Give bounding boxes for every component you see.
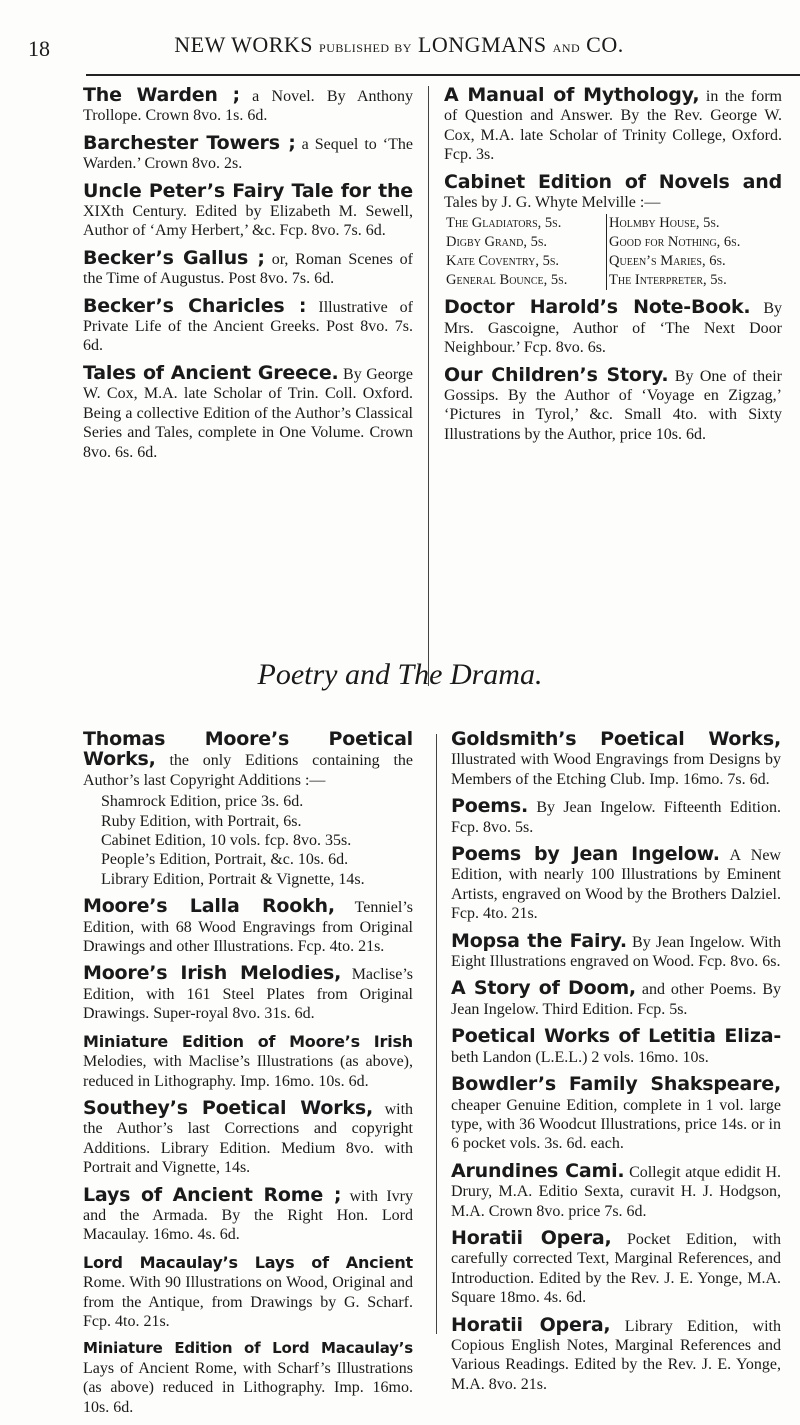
- title-part: published by: [319, 37, 412, 56]
- book-details: By Jean Ingelow. Fifteenth Edition. Fcp. 8vo. 5s.: [451, 799, 781, 836]
- book-title: Lord Macaulay’s Lays of Ancient: [83, 1252, 413, 1272]
- novel-cell: Good for Nothing, 6s.: [607, 233, 782, 252]
- section-heading: Poetry and The Drama.: [257, 658, 543, 691]
- book-details: Pocket Edition, with carefully corrected Text, Marginal References, and Introduction. Edited by the Rev. J. E. Yonge, M.A. Square 18mo. 4s. 6d.: [451, 1230, 781, 1307]
- book-details: By Mrs. Gascoigne, Author of ‘The Next Door Neighbour.’ Fcp. 8vo. 6s.: [444, 300, 782, 357]
- book-details: A New Edition, with nearly 100 Illustrations by Eminent Artists, engraved on Wood by the Brothers Dalziel. Fcp. 4to. 21s.: [451, 847, 781, 923]
- table-row: [444, 252, 782, 271]
- book-entry: [444, 170, 782, 213]
- right-top-column: [444, 86, 782, 452]
- book-details: Maclise’s Edition, with 161 Steel Plates from Original Drawings. Super-royal 8vo. 31s. 6d.: [83, 966, 414, 1023]
- book-entry: [83, 361, 414, 462]
- title-part: and: [552, 37, 581, 56]
- book-details: Illustrative of Private Life of the Ancient Greeks. Post 8vo. 7s. 6d.: [83, 298, 414, 355]
- book-entry: [451, 1159, 782, 1221]
- book-title: Horatii Opera,: [451, 1313, 611, 1336]
- book-entry: [83, 964, 413, 1023]
- book-details: Tales by J. G. Whyte Melville :—: [444, 194, 661, 212]
- book-title: Poems.: [451, 795, 528, 818]
- book-entry: [83, 1032, 413, 1091]
- left-bottom-column: [83, 730, 413, 1425]
- book-details: By George W. Cox, M.A. late Scholar of Trin. Coll. Oxford. Being a collective Edition of the Author’s Classical Series and Tales, complete in One Volume. Crown 8vo. 6s. 6d.: [83, 365, 414, 461]
- novel-cell: Kate Coventry, 5s.: [446, 253, 560, 270]
- novel-cell: Digby Grand, 5s.: [446, 234, 548, 251]
- book-entry: [83, 1253, 413, 1332]
- page-header: [28, 28, 770, 68]
- book-entry: [83, 179, 413, 241]
- book-details: Illustrated with Wood Engravings from Designs by Members of the Etching Club. Imp. 16mo. 7s. 6d.: [451, 751, 781, 788]
- book-entry: [451, 1027, 781, 1067]
- running-title: [28, 32, 770, 58]
- list-item: Ruby Edition, with Portrait, 6s.: [101, 812, 302, 830]
- book-details: Collegit atque edidit H. Drury, M.A. Editio Sexta, curavit H. J. Hodgson, M.A. Crown 8vo. price 7s. 6d.: [451, 1163, 782, 1220]
- book-entry: [451, 845, 781, 924]
- book-details: Rome. With 90 Illustrations on Wood, Original and from the Antique, from Drawings by G. Scharf. Fcp. 4to. 21s.: [83, 1274, 413, 1330]
- list-item: Cabinet Edition, 10 vols. fcp. 8vo. 35s.: [101, 832, 352, 850]
- book-entry: [83, 294, 414, 356]
- book-title: Uncle Peter’s Fairy Tale for the: [83, 179, 413, 202]
- book-title: Lays of Ancient Rome ;: [83, 1183, 342, 1206]
- title-part: LONGMANS: [411, 32, 553, 57]
- column-divider: [436, 734, 437, 1334]
- book-title: Our Children’s Story.: [444, 363, 669, 386]
- title-part: NEW WORKS: [174, 32, 320, 57]
- book-entry: [83, 730, 413, 790]
- book-details: a Sequel to ‘The Warden.’ Crown 8vo. 2s.: [83, 135, 414, 173]
- novel-cell: Holmby House, 5s.: [607, 214, 782, 233]
- book-title: Moore’s Irish Melodies,: [83, 962, 342, 985]
- book-details: Tenniel’s Edition, with 68 Wood Engravings from Original Drawings and other Illustrations. Fcp. 4to. 21s.: [83, 899, 414, 956]
- book-entry: [451, 1313, 781, 1395]
- book-title: Tales of Ancient Greece.: [83, 361, 339, 384]
- book-entry: [83, 246, 414, 289]
- book-entry: [83, 86, 413, 126]
- header-rule: [86, 74, 800, 76]
- book-title: Poetical Works of Letitia Eliza-: [451, 1025, 781, 1048]
- book-entry: [83, 1339, 413, 1417]
- book-title: Becker’s Gallus ;: [83, 246, 265, 269]
- book-title: A Manual of Mythology,: [444, 84, 700, 106]
- book-entry: [451, 929, 781, 972]
- book-details: and other Poems. By Jean Ingelow. Third Edition. Fcp. 5s.: [451, 981, 781, 1018]
- page-number: 18: [28, 36, 50, 61]
- book-details: the only Editions containing the Author’s last Copyright Additions :—: [83, 752, 413, 789]
- book-details: with Ivry and the Armada. By the Right Hon. Lord Macaulay. 16mo. 4s. 6d.: [83, 1187, 413, 1244]
- book-details: XIXth Century. Edited by Elizabeth M. Sewell, Author of ‘Amy Herbert,’ &c. Fcp. 8vo. 7s. 6d.: [83, 203, 413, 240]
- book-details: with the Author’s last Corrections and copyright Additions. Library Edition. Medium 8vo. with Portrait and Vignette, 14s.: [83, 1100, 414, 1177]
- book-title: Becker’s Charicles :: [83, 294, 307, 317]
- book-entry: [444, 86, 782, 165]
- book-details: cheaper Genuine Edition, complete in 1 vol. large type, with 36 Woodcut Illustrations, price 14s. or in 6 pocket vols. 3s. 6d. each.: [451, 1096, 781, 1153]
- book-title: Barchester Towers ;: [83, 131, 296, 154]
- book-title: Horatii Opera,: [451, 1226, 612, 1249]
- title-part: CO.: [580, 32, 624, 57]
- book-title: Doctor Harold’s Note-Book.: [444, 296, 751, 319]
- book-entry: [444, 363, 782, 445]
- book-title: A Story of Doom,: [451, 977, 636, 1000]
- book-title: The Warden ;: [83, 84, 240, 106]
- book-title: Southey’s Poetical Works,: [83, 1096, 373, 1119]
- table-row: [444, 233, 782, 252]
- book-title: Miniature Edition of Moore’s Irish: [83, 1031, 413, 1051]
- novel-cell: General Bounce, 5s.: [446, 272, 568, 289]
- book-details: in the form of Question and Answer. By the Rev. George W. Cox, M.A. late Scholar of Trinity College, Oxford. Fcp. 3s.: [444, 88, 783, 164]
- editions-list: [83, 792, 413, 889]
- novel-cell: Queen’s Maries, 6s.: [607, 252, 782, 271]
- book-entry: [444, 298, 782, 357]
- book-details: a Novel. By Anthony Trollope. Crown 8vo. 1s. 6d.: [83, 88, 414, 125]
- book-title: Thomas Moore’s Poetical Works,: [83, 728, 413, 771]
- book-title: Miniature Edition of Lord Macaulay’s: [83, 1339, 413, 1358]
- book-title: Moore’s Lalla Rookh,: [83, 895, 335, 918]
- list-item: People’s Edition, Portrait, &c. 10s. 6d.: [101, 851, 349, 869]
- book-details: By Jean Ingelow. With Eight Illustrations engraved on Wood. Fcp. 8vo. 6s.: [451, 933, 781, 971]
- book-entry: [83, 1183, 413, 1245]
- book-entry: [83, 1096, 414, 1178]
- column-divider: [428, 86, 429, 686]
- book-title: Poems by Jean Ingelow.: [451, 843, 720, 866]
- book-title: Arundines Cami.: [451, 1159, 625, 1182]
- book-title: Mopsa the Fairy.: [451, 929, 627, 952]
- book-details: Lays of Ancient Rome, with Scharf’s Illustrations (as above) reduced in Lithography. Imp. 16mo. 10s. 6d.: [83, 1359, 413, 1416]
- table-row: [444, 214, 782, 233]
- list-item: Shamrock Edition, price 3s. 6d.: [101, 793, 304, 811]
- left-top-column: [83, 86, 413, 470]
- book-details: or, Roman Scenes of the Time of Augustus. Post 8vo. 7s. 6d.: [83, 250, 414, 288]
- book-entry: [451, 730, 781, 789]
- book-entry: [83, 131, 414, 174]
- book-details: Melodies, with Maclise’s Illustrations (as above), reduced in Lithography. Imp. 16mo. 10s. 6d.: [83, 1053, 413, 1090]
- book-details: beth Landon (L.E.L.) 2 vols. 16mo. 10s.: [451, 1048, 709, 1066]
- book-title: Bowdler’s Family Shakspeare,: [451, 1073, 781, 1096]
- book-title: Goldsmith’s Poetical Works,: [451, 728, 781, 750]
- book-title: Cabinet Edition of Novels and: [444, 170, 782, 193]
- novels-table: [444, 214, 782, 290]
- book-details: Library Edition, with Copious English Notes, Marginal References and Various Readings. Edited by the Rev. J. E. Yonge, M.A. 8vo. 21s.: [451, 1317, 781, 1393]
- book-entry: [451, 797, 781, 837]
- book-details: By One of their Gossips. By the Author of ‘Voyage en Zigzag,’ ‘Pictures in Tyrol,’ &c. Small 4to. with Sixty Illustrations by the Author, price 10s. 6d.: [444, 367, 782, 443]
- book-entry: [451, 1075, 781, 1154]
- book-entry: [451, 1226, 781, 1308]
- novel-cell: The Interpreter, 5s.: [607, 271, 782, 290]
- book-entry: [83, 897, 413, 956]
- novel-cell: The Gladiators, 5s.: [446, 215, 562, 232]
- right-bottom-column: [451, 730, 781, 1402]
- book-entry: [451, 979, 781, 1019]
- table-row: [444, 271, 782, 290]
- list-item: Library Edition, Portrait & Vignette, 14s.: [101, 870, 365, 888]
